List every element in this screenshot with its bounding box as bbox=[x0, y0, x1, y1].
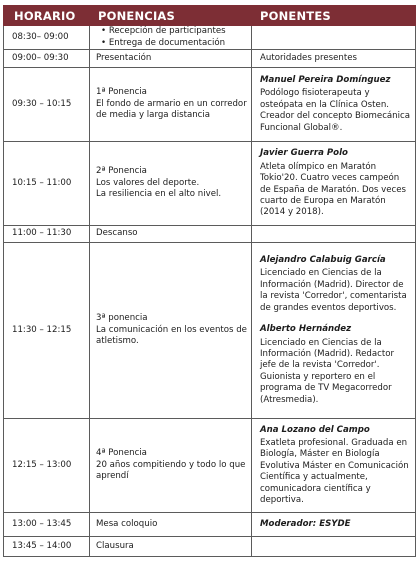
time-cell: 12:15 – 13:00 bbox=[4, 419, 90, 513]
speaker-bio: Licenciado en Ciencias de la Información (Madrid). Redactor jefe de la revista 'Corredor'. Guionista y reportero en el programa de TV Megacorredor (Atresmedia). bbox=[260, 337, 394, 405]
table-row bbox=[4, 243, 416, 419]
header-ponencias: PONENCIAS bbox=[90, 6, 252, 26]
list-item: • Entrega de documentación bbox=[101, 38, 247, 49]
ponencia-cell: 4ª Ponencia 20 años compitiendo y todo lo que aprendí bbox=[90, 419, 252, 513]
speaker-bio: Podólogo fisioterapeuta y osteópata en la Clínica Osten. Creador del concepto Biomecánica Funcional Global®. bbox=[260, 88, 411, 133]
table-row bbox=[4, 50, 416, 68]
list-item: • Recepción de participantes bbox=[101, 26, 247, 37]
table-row bbox=[4, 537, 416, 557]
schedule-table bbox=[3, 5, 416, 557]
ponencia-cell: 1ª Ponencia El fondo de armario en un corredor de media y larga distancia bbox=[90, 68, 252, 142]
speaker-cell bbox=[252, 26, 416, 50]
ponencia-cell: 3ª ponencia La comunicación en los eventos de atletismo. bbox=[90, 243, 252, 419]
speaker-name: Manuel Pereira Domínguez bbox=[260, 74, 391, 85]
time-cell: 13:00 – 13:45 bbox=[4, 513, 90, 537]
ponencia-cell: Presentación bbox=[90, 50, 252, 68]
time-cell: 13:45 – 14:00 bbox=[4, 537, 90, 557]
table-row bbox=[4, 226, 416, 243]
speaker-bio: Exatleta profesional. Graduada en Biología, Máster en Biología Evolutiva Máster en Comunicación Científica y actualmente, comunicadora científica y deportiva. bbox=[260, 437, 409, 506]
ponencia-cell bbox=[90, 26, 252, 50]
time-cell: 09:00– 09:30 bbox=[4, 50, 90, 68]
table-row bbox=[4, 513, 416, 537]
ponencia-cell: Clausura bbox=[90, 537, 252, 557]
header-row bbox=[4, 6, 416, 26]
ponencia-cell: Descanso bbox=[90, 226, 252, 243]
speaker-name: Ana Lozano del Campo bbox=[260, 424, 370, 435]
speaker-cell bbox=[252, 226, 416, 243]
speaker-bio: Licenciado en Ciencias de la Información (Madrid). Director de la revista 'Corredor', comentarista de grandes eventos deportivos. bbox=[260, 268, 407, 313]
speaker-bio: Atleta olímpico en Maratón Tokio'20. Cuatro veces campeón de España de Maratón. Dos veces cuarto de Europa en Maratón (2014 y 2018). bbox=[260, 161, 406, 218]
speaker-cell bbox=[252, 537, 416, 557]
speaker-cell: Autoridades presentes bbox=[252, 50, 416, 68]
header-horario: HORARIO bbox=[4, 6, 90, 26]
header-ponentes: PONENTES bbox=[252, 6, 416, 26]
table-row bbox=[4, 419, 416, 513]
speaker-name: Javier Guerra Polo bbox=[260, 148, 348, 159]
speaker-cell bbox=[252, 513, 416, 537]
ponencia-cell: Mesa coloquio bbox=[90, 513, 252, 537]
speaker-cell bbox=[252, 142, 416, 226]
time-cell: 11:30 – 12:15 bbox=[4, 243, 90, 419]
ponencia-cell: 2ª Ponencia Los valores del deporte. La resiliencia en el alto nivel. bbox=[90, 142, 252, 226]
moderator-label: Moderador: ESYDE bbox=[260, 518, 351, 529]
time-cell: 10:15 – 11:00 bbox=[4, 142, 90, 226]
speaker-cell bbox=[252, 243, 416, 419]
time-cell: 09:30 – 10:15 bbox=[4, 68, 90, 142]
speaker-name: Alejandro Calabuig García bbox=[260, 255, 386, 266]
speaker-cell bbox=[252, 419, 416, 513]
speaker-cell bbox=[252, 68, 416, 142]
table-row bbox=[4, 142, 416, 226]
table-row bbox=[4, 68, 416, 142]
table-row bbox=[4, 26, 416, 50]
speaker-name: Alberto Hernández bbox=[260, 324, 352, 335]
time-cell: 11:00 – 11:30 bbox=[4, 226, 90, 243]
time-cell: 08:30– 09:00 bbox=[4, 26, 90, 50]
